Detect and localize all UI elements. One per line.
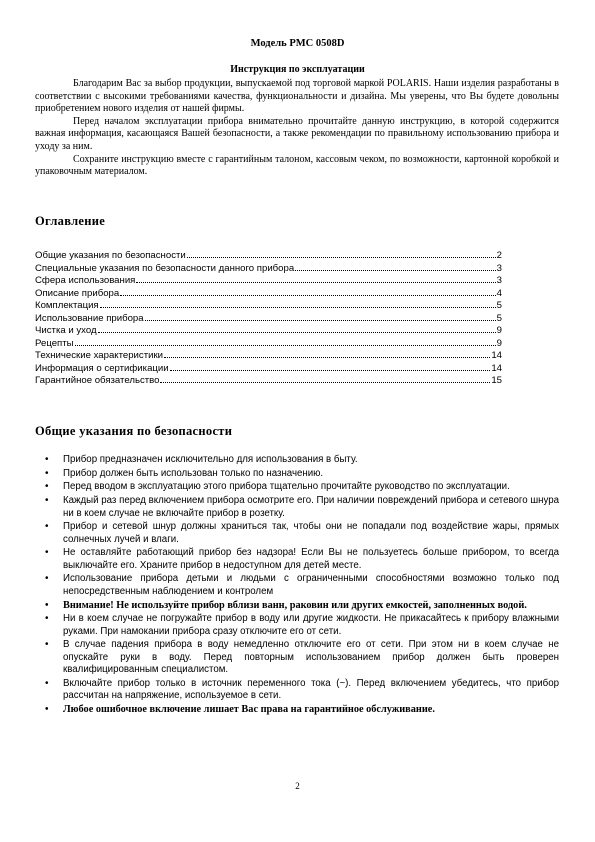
toc-leader bbox=[164, 349, 490, 358]
list-item-text: Прибор должен быть использован только по назначению. bbox=[63, 467, 324, 479]
list-item-text: Каждый раз перед включением прибора осмотрите его. При наличии повреждений прибора и сетевого шнура ни в коем случае не включайте прибор в розетку. bbox=[63, 495, 559, 519]
toc-entry-page: 14 bbox=[491, 362, 502, 374]
bullet-icon: • bbox=[45, 547, 49, 559]
list-item bbox=[35, 481, 559, 493]
list-item-warning bbox=[35, 600, 559, 612]
toc-entry-title: Чистка и уход bbox=[35, 325, 97, 336]
list-item-text: Включайте прибор только в источник переменного тока (~). Перед включением убедитесь, что прибор рассчитан на напряжение, используемое в сети. bbox=[63, 677, 559, 702]
list-item bbox=[35, 639, 559, 676]
toc-entry[interactable] bbox=[35, 287, 502, 300]
toc-entry[interactable] bbox=[35, 374, 502, 387]
toc-entry-page: 3 bbox=[496, 275, 502, 286]
toc-leader bbox=[187, 249, 496, 258]
bullet-icon: • bbox=[45, 573, 49, 585]
toc-leader bbox=[75, 337, 496, 346]
list-item bbox=[35, 495, 559, 520]
toc-entry-title: Рецепты bbox=[35, 337, 74, 349]
toc-entry-title: Использование прибора bbox=[35, 312, 144, 324]
list-item bbox=[35, 521, 559, 546]
list-item-text: Прибор предназначен исключительно для использования в быту. bbox=[63, 454, 358, 465]
safety-list bbox=[35, 454, 559, 718]
toc-entry-page: 5 bbox=[496, 300, 502, 311]
toc-leader bbox=[170, 362, 491, 371]
toc-entry[interactable] bbox=[35, 324, 502, 337]
list-item-text: Любое ошибочное включение лишает Вас права на гарантийное обслуживание. bbox=[63, 703, 435, 715]
toc-entry-page: 4 bbox=[496, 287, 502, 299]
table-of-contents bbox=[35, 249, 502, 387]
manual-subtitle: Инструкция по эксплуатации bbox=[230, 64, 365, 75]
intro-section bbox=[35, 78, 559, 179]
toc-entry-title: Специальные указания по безопасности данного прибора bbox=[35, 262, 295, 274]
toc-entry-title: Описание прибора bbox=[35, 287, 120, 299]
safety-heading: Общие указания по безопасности bbox=[35, 424, 233, 438]
bullet-icon: • bbox=[45, 613, 49, 625]
list-item bbox=[35, 613, 559, 638]
model-title: Модель PMC 0508D bbox=[250, 38, 345, 49]
bullet-icon: • bbox=[45, 599, 49, 611]
toc-entry[interactable] bbox=[35, 262, 502, 275]
toc-leader bbox=[295, 262, 495, 271]
list-item-warning bbox=[35, 704, 559, 716]
intro-paragraph: Сохраните инструкцию вместе с гарантийным талоном, кассовым чеком, по возможности, картонной коробкой и упаковочным материалом. bbox=[35, 153, 559, 178]
bullet-icon: • bbox=[45, 703, 49, 715]
bullet-icon: • bbox=[45, 495, 49, 507]
toc-entry[interactable] bbox=[35, 312, 502, 325]
list-item bbox=[35, 454, 559, 466]
toc-heading: Оглавление bbox=[35, 214, 106, 228]
list-item-text: Перед вводом в эксплуатацию этого прибора тщательно прочитайте руководство по эксплуатации. bbox=[63, 481, 510, 493]
list-item bbox=[35, 678, 559, 703]
page-number: 2 bbox=[295, 781, 300, 791]
bullet-icon: • bbox=[45, 639, 49, 651]
toc-leader bbox=[100, 299, 496, 308]
list-item-text: Не оставляйте работающий прибор без надзора! Если Вы не пользуетесь больше прибором, то всегда выключайте его. Храните прибор в недоступном для детей месте. bbox=[63, 547, 559, 571]
bullet-icon: • bbox=[45, 677, 49, 689]
toc-entry[interactable] bbox=[35, 299, 502, 312]
list-item-text: Прибор и сетевой шнур должны храниться так, чтобы они не попадали под воздействие жары, прямых солнечных лучей и влаги. bbox=[63, 521, 559, 545]
intro-paragraph: Перед началом эксплуатации прибора внимательно прочитайте данную инструкцию, в которой содержится важная информация, касающаяся Вашей безопасности, а также рекомендации по правильному использованию прибора и уходу за ним. bbox=[35, 115, 559, 152]
list-item bbox=[35, 547, 559, 572]
toc-leader bbox=[145, 312, 496, 321]
toc-entry-page: 14 bbox=[491, 350, 502, 361]
toc-entry-page: 15 bbox=[491, 375, 502, 386]
toc-entry-page: 2 bbox=[496, 250, 502, 261]
toc-entry-page: 9 bbox=[496, 325, 502, 336]
list-item-text: В случае падения прибора в воду немедленно отключите его от сети. При этом ни в коем случае не опускайте руки в воду. Перед повторным использованием прибор должен быть проверен квалифицированным специалистом. bbox=[63, 639, 559, 676]
list-item bbox=[35, 573, 559, 598]
toc-leader bbox=[136, 274, 495, 283]
list-item-text: Внимание! Не используйте прибор вблизи ванн, раковин или других емкостей, заполненных водой. bbox=[63, 599, 527, 611]
list-item-text: Использование прибора детьми и людьми с ограниченными способностями возможно только под непосредственным наблюдением и контролем bbox=[63, 573, 559, 597]
toc-entry-page: 5 bbox=[496, 312, 502, 324]
toc-entry-title: Общие указания по безопасности bbox=[35, 250, 186, 261]
toc-entry-title: Технические характеристики bbox=[35, 350, 164, 361]
toc-entry-title: Гарантийное обязательство bbox=[35, 375, 160, 386]
list-item-text: Ни в коем случае не погружайте прибор в воду или другие жидкости. Не прикасайтесь к прибору влажными руками. При намокании прибора сразу отключите его от сети. bbox=[63, 613, 559, 637]
toc-leader bbox=[120, 287, 495, 296]
toc-entry-page: 3 bbox=[496, 262, 502, 274]
toc-entry[interactable] bbox=[35, 337, 502, 350]
toc-entry-page: 9 bbox=[496, 337, 502, 349]
bullet-icon: • bbox=[45, 454, 49, 465]
toc-entry[interactable] bbox=[35, 274, 502, 287]
toc-entry[interactable] bbox=[35, 362, 502, 375]
toc-entry[interactable] bbox=[35, 349, 502, 362]
toc-leader bbox=[160, 374, 490, 383]
intro-paragraph: Благодарим Вас за выбор продукции, выпускаемой под торговой маркой POLARIS. Наши изделия разработаны в соответствии с высокими требованиями качества, функциональности и дизайна. Мы уверены, что Вы будете довольны приобретением нового изделия от нашей фирмы. bbox=[35, 78, 559, 115]
toc-entry-title: Информация о сертификации bbox=[35, 362, 169, 374]
toc-entry[interactable] bbox=[35, 249, 502, 262]
bullet-icon: • bbox=[45, 467, 49, 479]
list-item bbox=[35, 468, 559, 480]
toc-leader bbox=[98, 324, 496, 333]
bullet-icon: • bbox=[45, 521, 49, 533]
bullet-icon: • bbox=[45, 481, 49, 493]
toc-entry-title: Сфера использования bbox=[35, 275, 136, 286]
toc-entry-title: Комплектация bbox=[35, 300, 99, 311]
